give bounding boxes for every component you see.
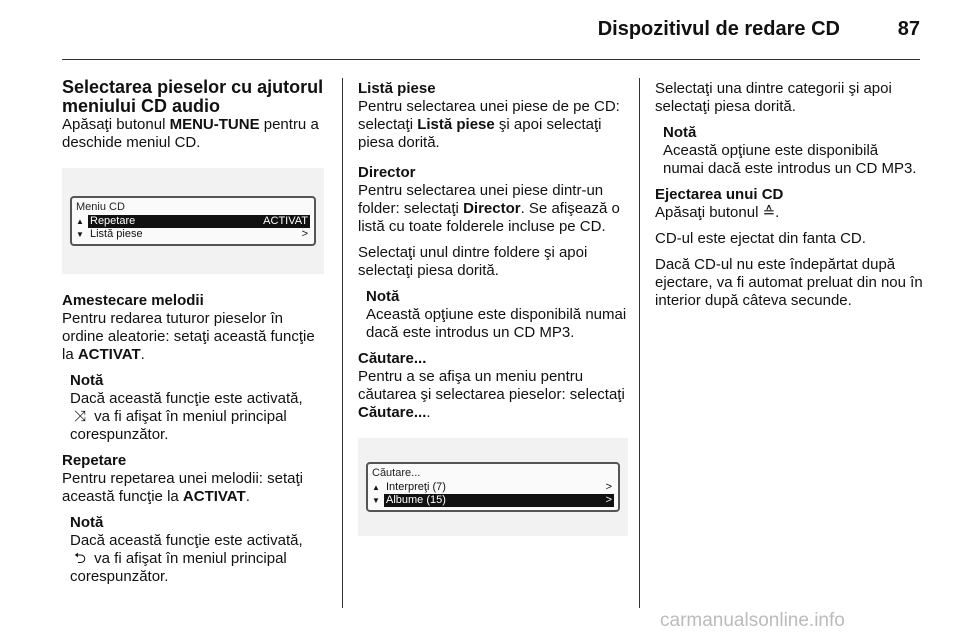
repeat-icon: ⮌	[73, 550, 86, 567]
eject-paragraph: CD-ul este ejectat din fanta CD.	[655, 230, 866, 247]
shuffle-heading: Amestecare melodii	[62, 292, 204, 309]
shuffle-section: Amestecare melodii Pentru redarea tuturor pieselor în ordine aleatorie: setaţi această funcţie la ACTIVAT.	[62, 292, 324, 364]
lcd-row-selected: ▲ Repetare ACTIVAT	[76, 215, 308, 227]
column-divider	[639, 78, 640, 608]
directory-heading: Director	[358, 164, 416, 181]
column-3	[655, 80, 923, 318]
directory-paragraph: Selectaţi unul dintre foldere şi apoi selectaţi piesa dorită.	[358, 244, 588, 279]
section-heading: Selectarea pieselor cu ajutorul meniului CD audio	[62, 77, 324, 116]
search-section: Căutare... Pentru a se afişa un meniu pentru căutarea şi selectarea pieselor: selectaţi Căutare....	[358, 350, 628, 422]
page-header	[62, 18, 920, 48]
cd-menu-screen	[62, 168, 324, 274]
lcd-row: ▲ Interpreţi (7) >	[372, 481, 612, 493]
header-rule	[62, 59, 920, 60]
column-1	[62, 78, 324, 594]
up-arrow-icon: ▲	[372, 483, 380, 492]
lcd-title: Meniu CD	[76, 201, 125, 213]
eject-heading: Ejectarea unui CD	[655, 186, 784, 203]
note-mp3: Notă Această opţiune este disponibilă numai dacă este introdus un CD MP3.	[366, 288, 627, 341]
down-arrow-icon: ▼	[372, 496, 380, 505]
eject-paragraph: Dacă CD-ul nu este îndepărtat după ejectare, va fi automat preluat din nou în interior după câteva secunde.	[655, 256, 923, 309]
note-shuffle: Notă Dacă această funcţie este activată, ⤨ va fi afişat în meniul principal corespunzător.	[70, 372, 303, 443]
category-paragraph: Selectaţi una dintre categorii şi apoi selectaţi piesa dorită.	[655, 80, 892, 115]
note-repeat: Notă Dacă această funcţie este activată, ⮌ va fi afişat în meniul principal corespunzător.	[70, 514, 303, 585]
eject-icon: ≙	[762, 204, 776, 221]
lcd-title: Căutare...	[372, 467, 421, 479]
lcd-row: ▼ Listă piese >	[76, 228, 308, 240]
track-list-heading: Listă piese	[358, 80, 436, 97]
directory-section: Director Pentru selectarea unei piese dintr-un folder: selectaţi Director. Se afişează o listă cu toate folderele incluse pe CD.	[358, 164, 628, 236]
repeat-section: Repetare Pentru repetarea unei melodii: setaţi această funcţie la ACTIVAT.	[62, 452, 324, 506]
down-arrow-icon: ▼	[76, 230, 84, 239]
shuffle-icon: ⤨	[73, 408, 86, 425]
column-2	[358, 80, 628, 554]
lcd-row-selected: ▼ Albume (15) >	[372, 494, 612, 506]
lcd-display	[366, 462, 620, 512]
search-heading: Căutare...	[358, 350, 427, 367]
column-divider	[342, 78, 343, 608]
page-number: 87	[897, 18, 920, 40]
lcd-display	[70, 196, 316, 246]
watermark: carmanualsonline.info	[660, 610, 845, 631]
header-title: Dispozitivul de redare CD	[597, 18, 840, 40]
note-mp3: Notă Această opţiune este disponibilă numai dacă este introdus un CD MP3.	[663, 124, 917, 177]
track-list-section: Listă piese Pentru selectarea unei piese de pe CD: selectaţi Listă piese şi apoi selectaţi piesa dorită.	[358, 80, 628, 152]
up-arrow-icon: ▲	[76, 217, 84, 226]
eject-section: Ejectarea unui CD Apăsaţi butonul ≙.	[655, 186, 923, 222]
repeat-heading: Repetare	[62, 452, 127, 469]
intro-paragraph: Apăsaţi butonul MENU-TUNE pentru a deschide meniul CD.	[62, 116, 319, 151]
search-menu-screen	[358, 438, 628, 536]
